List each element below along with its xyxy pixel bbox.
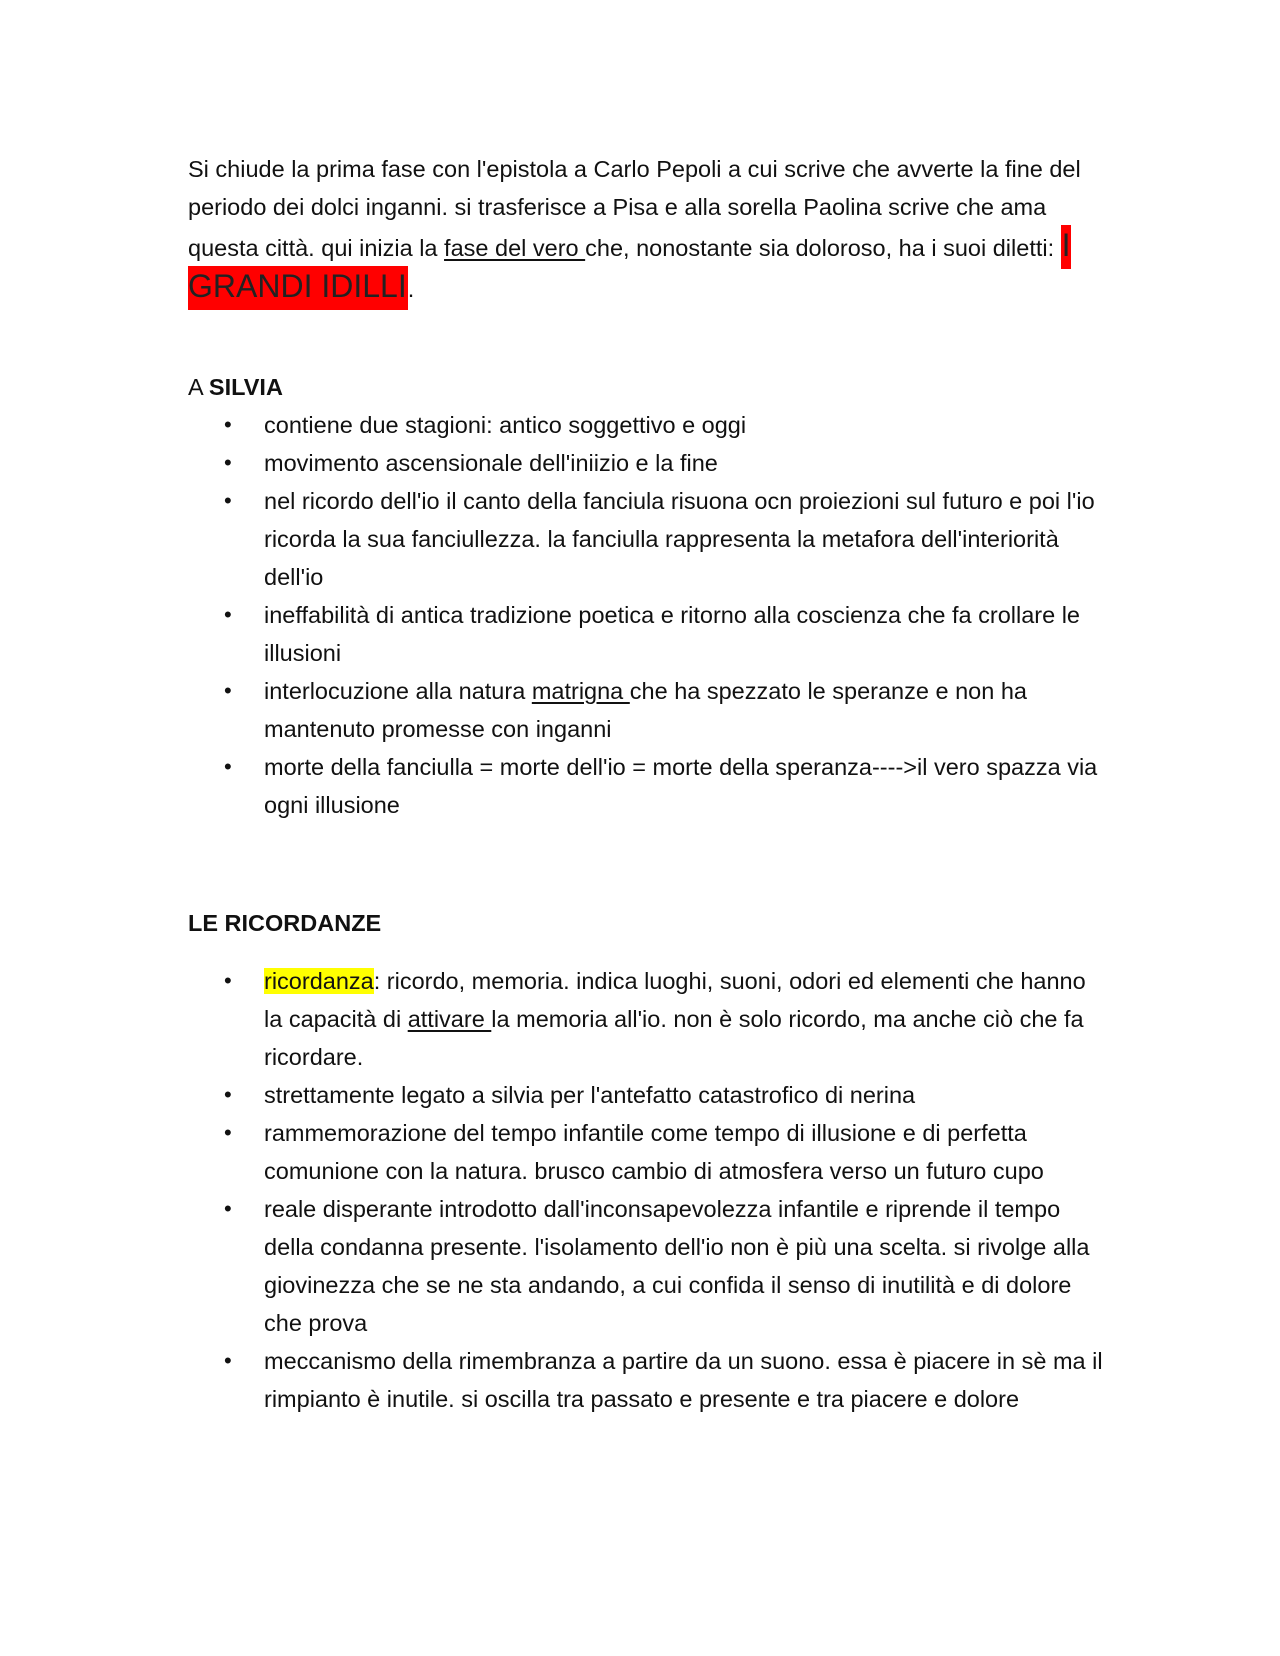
intro-paragraph xyxy=(188,150,1108,308)
matrigna-underlined: matrigna xyxy=(531,678,630,704)
intro-text-1: Si chiude la prima fase con l'epistola a Carlo Pepoli a cui scrive che avverte la fine del periodo dei dolci inganni. si trasferisce a Pisa e alla sorella Paolina scrive che ama questa città. qui inizia la xyxy=(188,156,1081,261)
list-item xyxy=(188,1076,1108,1114)
list-item xyxy=(188,1190,1108,1342)
list-item-text: movimento ascensionale dell'iniizio e la fine xyxy=(264,450,718,476)
bullet-icon: • xyxy=(224,1348,232,1373)
ricordanze-heading xyxy=(188,904,1108,942)
silvia-list xyxy=(188,406,1108,824)
bullet-icon: • xyxy=(224,754,232,779)
bullet-icon: • xyxy=(224,602,232,627)
bullet-icon: • xyxy=(224,1082,232,1107)
bullet-icon: • xyxy=(224,488,232,513)
ricordanza-highlight: ricordanza xyxy=(264,968,374,994)
intro-end: . xyxy=(407,276,415,302)
list-item xyxy=(188,596,1108,672)
silvia-heading-prefix: A xyxy=(188,374,209,400)
silvia-heading-bold: SILVIA xyxy=(208,374,283,400)
list-item xyxy=(188,1342,1108,1418)
list-item-text: ineffabilità di antica tradizione poetica e ritorno alla coscienza che fa crollare le illusioni xyxy=(264,602,1081,666)
intro-text-2: che, nonostante sia doloroso, ha i suoi diletti: xyxy=(585,235,1061,261)
list-item-text: interlocuzione alla natura xyxy=(264,678,532,704)
ricordanze-list xyxy=(188,962,1108,1418)
list-item xyxy=(188,672,1108,748)
list-item-text: la memoria all'io. non è solo ricordo, ma anche ciò che fa ricordare. xyxy=(264,1006,1084,1070)
list-item xyxy=(188,1114,1108,1190)
list-item-text: nel ricordo dell'io il canto della fanciula risuona ocn proiezioni sul futuro e poi l'io ricorda la sua fanciullezza. la fanciulla rappresenta la metafora dell'interiorità dell'io xyxy=(264,488,1095,590)
list-item xyxy=(188,406,1108,444)
bullet-icon: • xyxy=(224,1120,232,1145)
grandi-idilli-highlight: I GRANDI IDILLI xyxy=(188,225,1071,310)
list-item-text: rammemorazione del tempo infantile come tempo di illusione e di perfetta comunione con la natura. brusco cambio di atmosfera verso un futuro cupo xyxy=(264,1120,1044,1184)
list-item xyxy=(188,748,1108,824)
list-item-text: strettamente legato a silvia per l'antefatto catastrofico di nerina xyxy=(264,1082,916,1108)
list-item-text: contiene due stagioni: antico soggettivo e oggi xyxy=(264,412,747,438)
list-item xyxy=(188,962,1108,1076)
document-page xyxy=(188,150,1108,1418)
bullet-icon: • xyxy=(224,412,232,437)
list-item xyxy=(188,444,1108,482)
list-item-text: che ha spezzato le speranze e non ha mantenuto promesse con inganni xyxy=(264,678,1027,742)
list-item xyxy=(188,482,1108,596)
list-item-text: : ricordo, memoria. indica luoghi, suoni, odori ed elementi che hanno la capacità di xyxy=(264,968,1086,1032)
bullet-icon: • xyxy=(224,450,232,475)
ricordanze-heading-bold: LE RICORDANZE xyxy=(188,910,382,936)
bullet-icon: • xyxy=(224,968,232,993)
bullet-icon: • xyxy=(224,1196,232,1221)
list-item-text: morte della fanciulla = morte dell'io = morte della speranza---->il vero spazza via ogni illusione xyxy=(264,754,1098,818)
list-item-text: reale disperante introdotto dall'inconsapevolezza infantile e riprende il tempo della condanna presente. l'isolamento dell'io non è più una scelta. si rivolge alla giovinezza che se ne sta andando, a cui confida il senso di inutilità e di dolore che prova xyxy=(264,1196,1090,1336)
list-item-text: meccanismo della rimembranza a partire da un suono. essa è piacere in sè ma il rimpianto è inutile. si oscilla tra passato e presente e tra piacere e dolore xyxy=(264,1348,1103,1412)
fase-del-vero-underlined: fase del vero xyxy=(444,235,586,261)
silvia-heading xyxy=(188,368,1108,406)
bullet-icon: • xyxy=(224,678,232,703)
attivare-underlined: attivare xyxy=(407,1006,492,1032)
